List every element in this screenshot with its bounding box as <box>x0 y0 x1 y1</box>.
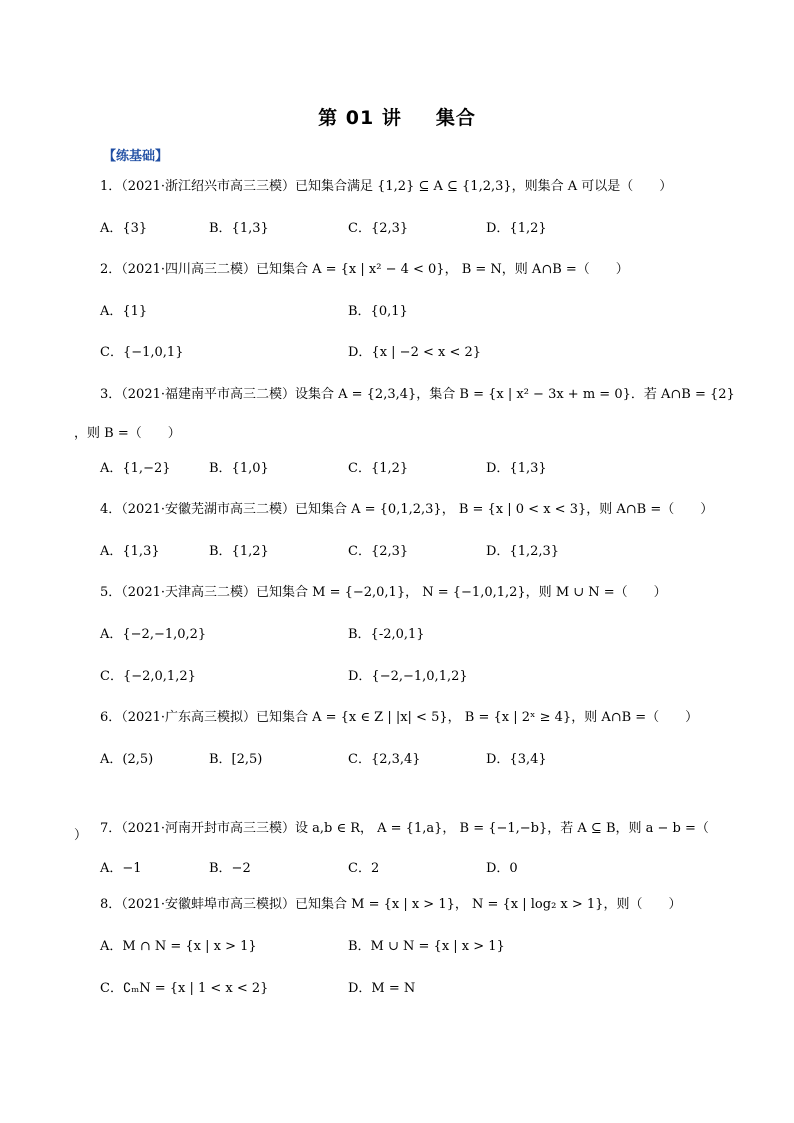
question-3-stem-continued: ，则 B =（ ） <box>74 426 181 441</box>
question-7-stem-continued: ） <box>74 828 88 843</box>
title-topic: 集合 <box>435 107 476 129</box>
question-7-option-d: D．0 <box>486 861 518 876</box>
question-7-option-b: B．−2 <box>209 861 251 876</box>
question-1-stem: 1．（2021·浙江绍兴市高三三模）已知集合满足 {1,2} ⊆ A ⊆ {1,2,3}，则集合 A 可以是（ ） <box>100 179 673 194</box>
question-4-option-d: D．{1,2,3} <box>486 544 560 559</box>
question-2-stem: 2．（2021·四川高三二模）已知集合 A = {x | x² − 4 < 0}， B = N，则 A∩B =（ ） <box>100 262 629 277</box>
question-6-option-b: B．[2,5) <box>209 752 263 767</box>
question-1-option-a: A．{3} <box>100 221 148 236</box>
question-3-option-c: C．{1,2} <box>348 461 409 476</box>
section-label: 【练基础】 <box>103 149 169 164</box>
question-2-option-b: B．{0,1} <box>348 304 408 319</box>
question-3-option-b: B．{1,0} <box>209 461 269 476</box>
question-3-stem: 3．（2021·福建南平市高三二模）设集合 A = {2,3,4}，集合 B = {x | x² − 3x + m = 0}．若 A∩B = {2} <box>100 387 735 402</box>
page-title <box>0 103 794 130</box>
question-6-option-c: C．{2,3,4} <box>348 752 421 767</box>
question-8-option-b: B．M ∪ N = {x | x > 1} <box>348 939 505 954</box>
question-8-option-a: A．M ∩ N = {x | x > 1} <box>100 939 257 954</box>
question-2-option-c: C．{−1,0,1} <box>100 345 184 360</box>
question-6-stem: 6．（2021·广东高三模拟）已知集合 A = {x ∈ Z | |x| < 5}， B = {x | 2ˣ ≥ 4}，则 A∩B =（ ） <box>100 710 699 725</box>
question-3-option-d: D．{1,3} <box>486 461 547 476</box>
question-5-option-b: B．{-2,0,1} <box>348 627 425 642</box>
question-5-option-d: D．{−2,−1,0,1,2} <box>348 669 468 684</box>
question-7-option-a: A．−1 <box>100 861 142 876</box>
question-6-option-a: A．(2,5) <box>100 752 154 767</box>
question-6-option-d: D．{3,4} <box>486 752 547 767</box>
question-4-option-c: C．{2,3} <box>348 544 409 559</box>
question-8-option-c: C．∁ₘN = {x | 1 < x < 2} <box>100 981 269 996</box>
question-1-option-c: C．{2,3} <box>348 221 409 236</box>
question-7-option-c: C．2 <box>348 861 380 876</box>
question-2-option-d: D．{x | −2 < x < 2} <box>348 345 482 360</box>
question-7-stem: 7．（2021·河南开封市高三三模）设 a,b ∈ R， A = {1,a}， B = {−1,−b}，若 A ⊆ B，则 a − b =（ <box>100 821 709 836</box>
question-8-option-d: D．M = N <box>348 981 416 996</box>
question-3-option-a: A．{1,−2} <box>100 461 171 476</box>
question-4-stem: 4．（2021·安徽芜湖市高三二模）已知集合 A = {0,1,2,3}， B = {x | 0 < x < 3}，则 A∩B =（ ） <box>100 502 714 517</box>
question-5-stem: 5．（2021·天津高三二模）已知集合 M = {−2,0,1}， N = {−1,0,1,2}，则 M ∪ N =（ ） <box>100 585 667 600</box>
question-4-option-b: B．{1,2} <box>209 544 269 559</box>
question-4-option-a: A．{1,3} <box>100 544 160 559</box>
question-8-stem: 8．（2021·安徽蚌埠市高三模拟）已知集合 M = {x | x > 1}， N = {x | log₂ x > 1}，则（ ） <box>100 897 682 912</box>
question-1-option-d: D．{1,2} <box>486 221 547 236</box>
question-1-option-b: B．{1,3} <box>209 221 269 236</box>
question-2-option-a: A．{1} <box>100 304 148 319</box>
question-5-option-a: A．{−2,−1,0,2} <box>100 627 207 642</box>
question-5-option-c: C．{−2,0,1,2} <box>100 669 196 684</box>
title-lecture-number: 第 01 讲 <box>318 107 402 129</box>
